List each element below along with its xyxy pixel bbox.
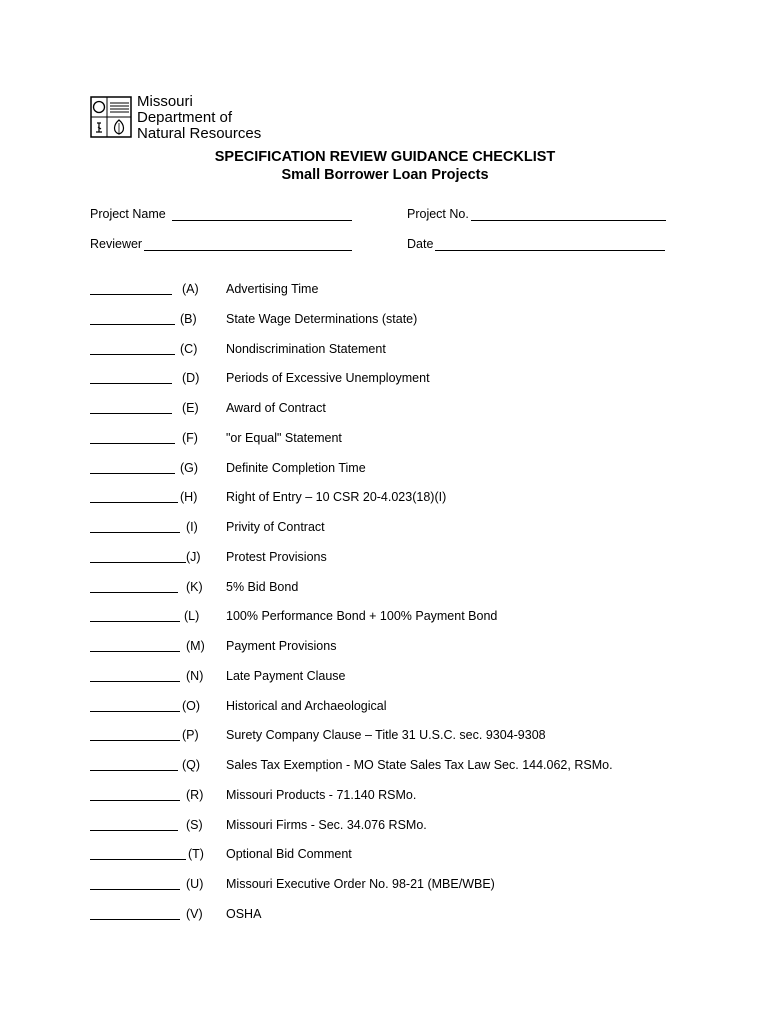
checklist-item-label: Optional Bid Comment [226,847,352,862]
checklist-blank-line[interactable] [90,401,172,414]
checklist-blank-line[interactable] [90,639,180,652]
checklist-blank-line[interactable] [90,758,178,771]
checklist-blank-line[interactable] [90,520,180,533]
checklist-code: (V) [186,906,203,921]
project-name-line[interactable] [172,208,352,221]
checklist-item-label: "or Equal" Statement [226,430,342,445]
checklist-item-label: Protest Provisions [226,549,327,564]
checklist-blank-line[interactable] [90,490,178,503]
checklist-item-label: Definite Completion Time [226,460,366,475]
reviewer-label: Reviewer [90,237,143,251]
project-no-field[interactable] [407,207,666,221]
project-no-label: Project No. [407,207,469,221]
checklist-item-label: Surety Company Clause – Title 31 U.S.C. sec. 9304-9308 [226,728,546,743]
date-label: Date [407,237,434,251]
checklist-blank-line[interactable] [90,461,175,474]
checklist-item-label: Missouri Executive Order No. 98-21 (MBE/WBE) [226,877,495,891]
checklist-blank-line[interactable] [90,788,180,801]
checklist-item-label: Right of Entry – 10 CSR 20-4.023(18)(I) [226,490,447,505]
checklist-item-label: Nondiscrimination Statement [226,341,386,356]
project-name-field[interactable] [90,207,352,221]
checklist-item-label: Privity of Contract [226,520,325,534]
checklist-code: (T) [188,847,204,862]
checklist-code: (M) [186,639,205,653]
project-no-line[interactable] [471,208,666,221]
checklist-code: (D) [182,371,200,386]
checklist-item-label: Sales Tax Exemption - MO State Sales Tax Law Sec. 144.062, RSMo. [226,758,613,772]
checklist-code: (L) [184,609,200,624]
checklist-item-label: Periods of Excessive Unemployment [226,371,430,386]
checklist-blank-line[interactable] [90,431,175,444]
checklist-item-label: OSHA [226,906,262,921]
reviewer-line[interactable] [144,238,352,251]
agency-line-2: Department of [137,109,233,126]
agency-name [137,94,261,142]
checklist-item-label: Payment Provisions [226,639,337,653]
checklist-blank-line[interactable] [90,699,180,712]
checklist-code: (H) [180,490,198,505]
agency-line-1: Missouri [137,93,193,110]
checklist-item-label: 100% Performance Bond + 100% Payment Bond [226,609,498,624]
checklist-code: (E) [182,401,199,415]
checklist-blank-line[interactable] [90,342,175,355]
date-line[interactable] [435,238,665,251]
date-field[interactable] [407,237,665,251]
checklist-blank-line[interactable] [90,371,172,384]
checklist-blank-line[interactable] [90,669,180,682]
checklist-blank-line[interactable] [90,728,180,741]
project-name-label: Project Name [90,207,166,221]
document-title: SPECIFICATION REVIEW GUIDANCE CHECKLIST [214,149,556,165]
department-logo [90,96,132,138]
checklist-item-label: Award of Contract [226,401,326,415]
checklist-code: (R) [186,787,204,802]
checklist-code: (K) [186,579,203,594]
checklist-item-label: Historical and Archaeological [226,698,387,713]
checklist-item-label: Missouri Products - 71.140 RSMo. [226,787,417,802]
checklist-code: (U) [186,877,204,891]
checklist-item-label: 5% Bid Bond [226,579,299,594]
agency-line-3: Natural Resources [137,125,262,142]
checklist-code: (Q) [182,758,201,772]
checklist-blank-line[interactable] [90,312,175,325]
checklist-blank-line[interactable] [90,847,186,860]
checklist-blank-line[interactable] [90,282,172,295]
checklist-item-label: Late Payment Clause [226,668,346,683]
checklist-code: (F) [182,430,198,445]
checklist-code: (C) [180,341,198,356]
checklist-code: (G) [180,460,199,475]
checklist-blank-line[interactable] [90,609,180,622]
checklist-code: (P) [182,728,199,743]
checklist-code: (N) [186,668,204,683]
checklist-blank-line[interactable] [90,907,180,920]
checklist-item-label: State Wage Determinations (state) [226,311,418,326]
checklist-code: (A) [182,282,199,296]
checklist-blank-line[interactable] [90,818,178,831]
checklist-code: (B) [180,311,197,326]
checklist-item-label: Missouri Firms - Sec. 34.076 RSMo. [226,817,427,832]
checklist-blank-line[interactable] [90,550,186,563]
checklist-blank-line[interactable] [90,877,180,890]
checklist-code: (I) [186,520,198,534]
checklist-code: (O) [182,698,201,713]
document-subtitle: Small Borrower Loan Projects [281,167,489,183]
reviewer-field[interactable] [90,237,352,251]
checklist-code: (J) [186,549,201,564]
checklist-blank-line[interactable] [90,580,178,593]
checklist-code: (S) [186,817,203,832]
checklist-item-label: Advertising Time [226,282,319,296]
